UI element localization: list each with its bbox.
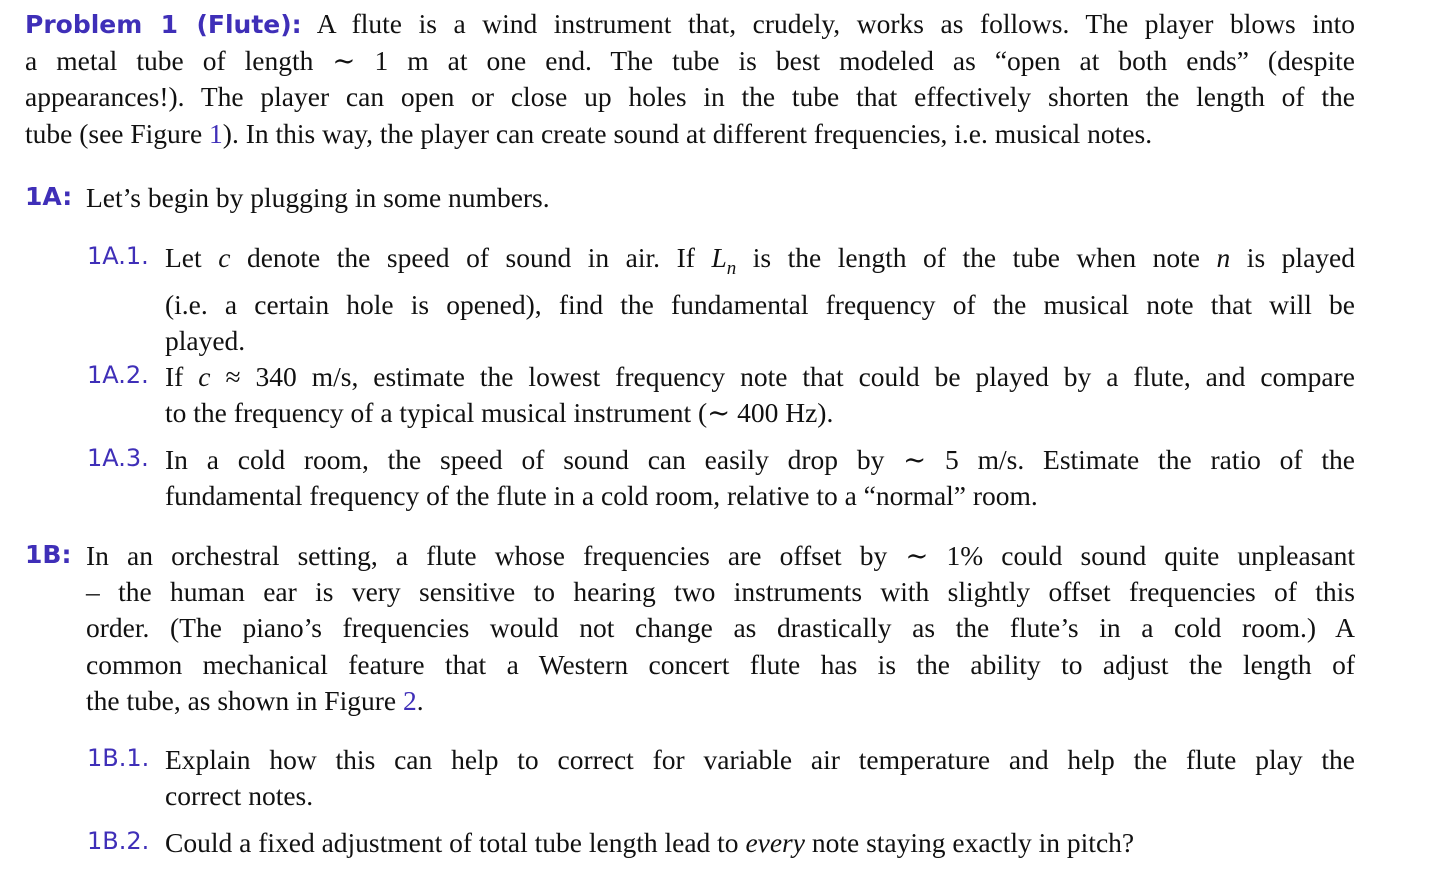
section-1a-label: 1A: [25, 182, 73, 211]
item-number: 1A.1. [87, 242, 149, 270]
intro-line-4: tube (see Figure 1). In this way, the player can create sound at different frequencies, i.e. musical notes. [25, 117, 1153, 149]
figure-1-link[interactable]: 1 [209, 117, 223, 149]
section-1b-label: 1B: [25, 540, 72, 569]
section-1b-text: In an orchestral setting, a flute whose frequencies are offset by ∼ 1% could sound quite unpleasant – the human ear is very sensitive to hearing two instruments with slightly offset frequencies of this order. (The piano’s frequencies would not change as drastically as the flute’s in a cold room.) A common mechanical feature that a Western concert flute has is the ability to adjust the length of the tube, as shown in Figure 2. [86, 540, 1355, 716]
problem-intro [25, 6, 1355, 152]
intro-line-1: Problem 1 (Flute): A flute is a wind instrument that, crudely, works as follows. The player blows into [25, 8, 1356, 39]
figure-2-link[interactable]: 2 [402, 684, 417, 716]
item-text: If c ≈ 340 m/s, estimate the lowest frequency note that could be played by a flute, and compare to the frequency of a typical musical instrument (∼ 400 Hz). [165, 361, 1355, 429]
item-number: 1B.2. [87, 827, 150, 855]
intro-line-2: a metal tube of length ∼ 1 m at one end. The tube is best modeled as “open at both ends” (despite [25, 45, 1355, 77]
item-text: Could a fixed adjustment of total tube length lead to every note staying exactly in pitch? [165, 827, 1135, 858]
item-number: 1B.1. [87, 744, 150, 772]
problem-title: Problem 1 (Flute): [25, 10, 302, 39]
item-text: Let c denote the speed of sound in air. If $L_n$ is the length of the tube when note n is played (i.e. a certain hole is opened), find the fundamental frequency of the musical note that will be played. [165, 242, 1355, 356]
item-number: 1A.3. [87, 444, 149, 472]
item-text: Explain how this can help to correct for variable air temperature and help the flute play the correct notes. [165, 744, 1355, 812]
item-number: 1A.2. [87, 361, 149, 389]
section-1a-text: Let’s begin by plugging in some numbers. [86, 182, 550, 213]
item-text: In a cold room, the speed of sound can easily drop by ∼ 5 m/s. Estimate the ratio of the fundamental frequency of the flute in a cold room, relative to a “normal” room. [165, 444, 1355, 512]
intro-line-3: appearances!). The player can open or close up holes in the tube that effectively shorten the length of the [25, 81, 1355, 113]
